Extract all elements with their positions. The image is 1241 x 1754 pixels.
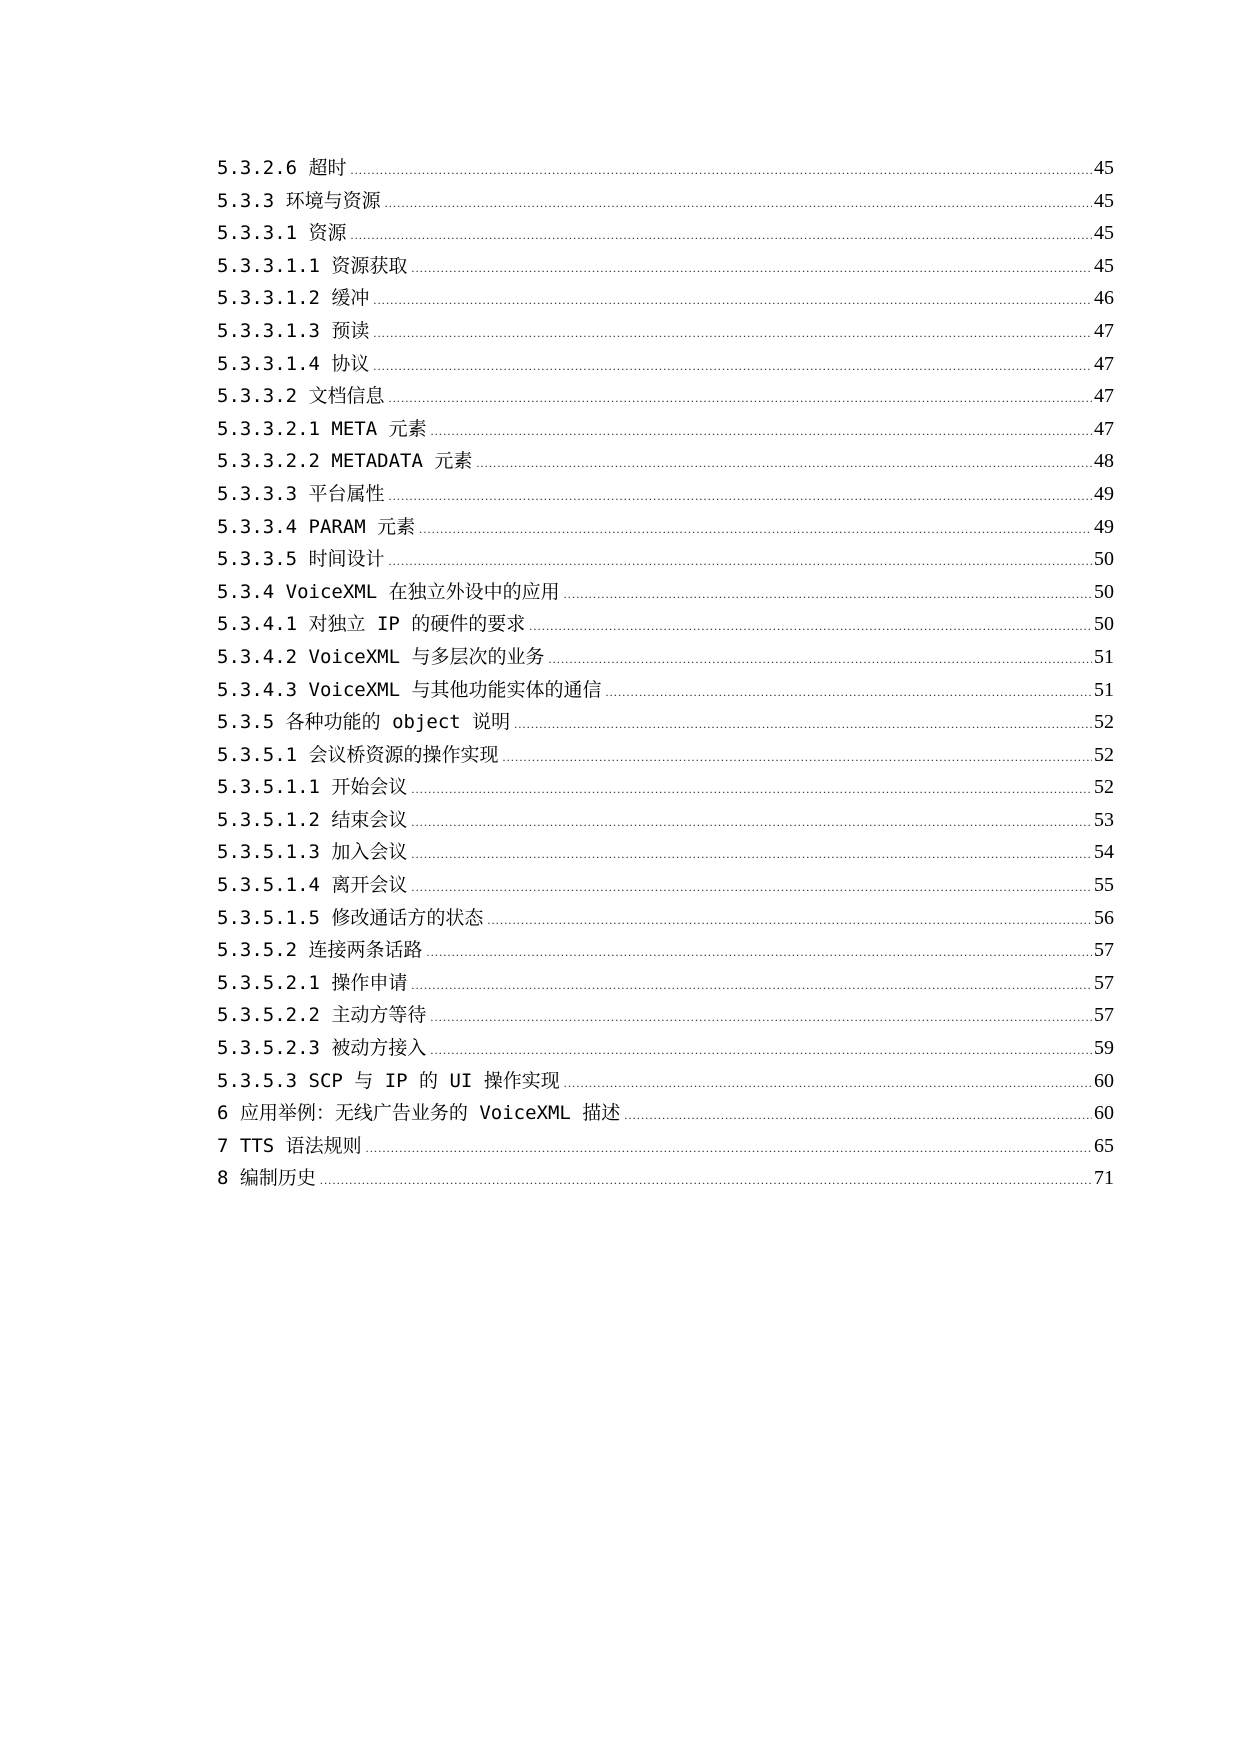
toc-entry-title: 5.3.4.2 VoiceXML 与多层次的业务	[217, 645, 545, 668]
toc-entry-title: 5.3.3.5 时间设计	[217, 548, 385, 571]
dot-leader	[373, 350, 1092, 383]
dot-leader	[411, 773, 1092, 806]
toc-entry[interactable]	[217, 1130, 1114, 1163]
toc-entry[interactable]	[217, 1032, 1114, 1065]
toc-entry-page-number: 51	[1094, 678, 1114, 701]
toc-entry-page-number: 46	[1094, 287, 1114, 310]
toc-entry-page-number: 54	[1094, 841, 1114, 864]
dot-leader	[373, 317, 1092, 350]
dot-leader	[351, 219, 1092, 252]
dot-leader	[564, 1067, 1092, 1100]
dot-leader	[389, 480, 1092, 513]
toc-entry-title: 5.3.5.1.5 修改通话方的状态	[217, 906, 484, 929]
toc-entry-title: 5.3.4.3 VoiceXML 与其他功能实体的通信	[217, 678, 602, 701]
toc-entry-title: 5.3.3.1.4 协议	[217, 352, 370, 375]
toc-entry-title: 5.3.5.2 连接两条话路	[217, 939, 423, 962]
dot-leader	[411, 969, 1092, 1002]
toc-entry-page-number: 71	[1094, 1167, 1114, 1190]
dot-leader	[411, 252, 1092, 285]
toc-entry-title: 5.3.2.6 超时	[217, 157, 347, 179]
toc-entry-title: 5.3.4.1 对独立 IP 的硬件的要求	[217, 613, 526, 636]
toc-entry[interactable]	[217, 185, 1114, 218]
toc-entry[interactable]	[217, 902, 1114, 935]
toc-entry-page-number: 53	[1094, 808, 1114, 831]
toc-entry-page-number: 57	[1094, 971, 1114, 994]
toc-entry-title: 5.3.5.1.1 开始会议	[217, 776, 408, 799]
toc-entry-title: 5.3.5.2.2 主动方等待	[217, 1004, 427, 1027]
toc-entry[interactable]	[217, 706, 1114, 739]
toc-entry-page-number: 51	[1094, 645, 1114, 668]
toc-entry[interactable]	[217, 674, 1114, 707]
toc-entry[interactable]	[217, 217, 1114, 250]
toc-entry-page-number: 60	[1094, 1102, 1114, 1125]
dot-leader	[366, 1132, 1092, 1165]
toc-entry-title: 5.3.3.4 PARAM 元素	[217, 515, 416, 538]
dot-leader	[605, 676, 1092, 709]
dot-leader	[389, 382, 1092, 415]
toc-entry-title: 5.3.3.3 平台属性	[217, 482, 385, 505]
toc-entry-title: 5.3.5.1.4 离开会议	[217, 874, 408, 897]
dot-leader	[476, 447, 1092, 480]
toc-entry-title: 5.3.3.2.1 META 元素	[217, 417, 427, 440]
toc-entry-title: 5.3.5.2.3 被动方接入	[217, 1037, 427, 1060]
toc-entry-title: 5.3.5.1.3 加入会议	[217, 841, 408, 864]
toc-entry-page-number: 52	[1094, 776, 1114, 799]
toc-entry-title: 5.3.3.2.2 METADATA 元素	[217, 450, 473, 473]
toc-entry[interactable]	[217, 511, 1114, 544]
toc-entry-page-number: 57	[1094, 939, 1114, 962]
dot-leader	[503, 741, 1092, 774]
dot-leader	[320, 1164, 1092, 1197]
dot-leader	[389, 545, 1092, 578]
dot-leader	[529, 610, 1092, 643]
toc-entry-page-number: 52	[1094, 711, 1114, 734]
toc-entry-title: 5.3.3 环境与资源	[217, 189, 381, 212]
table-of-contents	[217, 152, 1114, 1195]
dot-leader	[430, 1001, 1092, 1034]
toc-entry-page-number: 47	[1094, 319, 1114, 342]
dot-leader	[430, 1034, 1092, 1067]
toc-entry[interactable]	[217, 836, 1114, 869]
toc-entry[interactable]	[217, 608, 1114, 641]
toc-entry[interactable]	[217, 1162, 1114, 1195]
toc-entry[interactable]	[217, 445, 1114, 478]
dot-leader	[385, 187, 1092, 220]
toc-entry[interactable]	[217, 999, 1114, 1032]
toc-entry-title: 5.3.3.1.2 缓冲	[217, 287, 370, 310]
toc-entry-page-number: 65	[1094, 1134, 1114, 1157]
toc-entry-page-number: 60	[1094, 1069, 1114, 1092]
toc-entry[interactable]	[217, 1065, 1114, 1098]
toc-entry-page-number: 47	[1094, 352, 1114, 375]
toc-entry-title: 8 编制历史	[217, 1167, 316, 1190]
toc-entry-title: 5.3.5.1.2 结束会议	[217, 808, 408, 831]
toc-entry[interactable]	[217, 315, 1114, 348]
toc-entry-page-number: 56	[1094, 906, 1114, 929]
toc-entry-page-number: 45	[1094, 189, 1114, 212]
toc-entry[interactable]	[217, 250, 1114, 283]
dot-leader	[624, 1099, 1092, 1132]
toc-entry[interactable]	[217, 804, 1114, 837]
dot-leader	[419, 513, 1092, 546]
toc-entry[interactable]	[217, 739, 1114, 772]
toc-entry-page-number: 45	[1094, 222, 1114, 245]
toc-entry-page-number: 45	[1094, 157, 1114, 179]
toc-entry-page-number: 50	[1094, 613, 1114, 636]
toc-entry-title: 5.3.3.1.1 资源获取	[217, 254, 408, 277]
toc-entry-page-number: 47	[1094, 385, 1114, 408]
dot-leader	[427, 936, 1092, 969]
toc-entry[interactable]	[217, 348, 1114, 381]
toc-entry[interactable]	[217, 413, 1114, 446]
toc-entry[interactable]	[217, 478, 1114, 511]
toc-entry-page-number: 49	[1094, 482, 1114, 505]
toc-entry-page-number: 57	[1094, 1004, 1114, 1027]
toc-entry-page-number: 45	[1094, 254, 1114, 277]
dot-leader	[431, 415, 1092, 448]
toc-entry[interactable]	[217, 967, 1114, 1000]
toc-entry-title: 5.3.3.1 资源	[217, 222, 347, 245]
toc-entry[interactable]	[217, 641, 1114, 674]
toc-entry[interactable]	[217, 282, 1114, 315]
toc-entry-title: 6 应用举例：无线广告业务的 VoiceXML 描述	[217, 1102, 621, 1125]
toc-entry-page-number: 50	[1094, 548, 1114, 571]
dot-leader	[411, 838, 1092, 871]
toc-entry-page-number: 55	[1094, 874, 1114, 897]
dot-leader	[548, 643, 1092, 676]
toc-entry-page-number: 50	[1094, 580, 1114, 603]
toc-entry[interactable]	[217, 380, 1114, 413]
toc-entry-page-number: 48	[1094, 450, 1114, 473]
toc-entry-page-number: 59	[1094, 1037, 1114, 1060]
toc-entry[interactable]	[217, 543, 1114, 576]
toc-entry-title: 5.3.4 VoiceXML 在独立外设中的应用	[217, 580, 560, 603]
toc-entry-title: 5.3.5.3 SCP 与 IP 的 UI 操作实现	[217, 1069, 560, 1092]
dot-leader	[487, 904, 1092, 937]
toc-entry[interactable]	[217, 576, 1114, 609]
toc-entry[interactable]	[217, 869, 1114, 902]
toc-entry[interactable]	[217, 934, 1114, 967]
toc-entry-title: 5.3.5 各种功能的 object 说明	[217, 711, 511, 734]
dot-leader	[373, 284, 1092, 317]
toc-entry-title: 5.3.3.2 文档信息	[217, 385, 385, 408]
toc-entry-page-number: 49	[1094, 515, 1114, 538]
toc-entry[interactable]	[217, 152, 1114, 185]
dot-leader	[514, 708, 1092, 741]
toc-entry-title: 5.3.5.2.1 操作申请	[217, 971, 408, 994]
toc-entry-page-number: 52	[1094, 743, 1114, 766]
toc-entry-title: 5.3.5.1 会议桥资源的操作实现	[217, 743, 499, 766]
dot-leader	[411, 806, 1092, 839]
toc-entry-page-number: 47	[1094, 417, 1114, 440]
dot-leader	[411, 871, 1092, 904]
dot-leader	[351, 154, 1092, 187]
dot-leader	[564, 578, 1092, 611]
toc-entry-title: 5.3.3.1.3 预读	[217, 319, 370, 342]
toc-entry-title: 7 TTS 语法规则	[217, 1134, 362, 1157]
toc-entry[interactable]	[217, 771, 1114, 804]
toc-entry[interactable]	[217, 1097, 1114, 1130]
